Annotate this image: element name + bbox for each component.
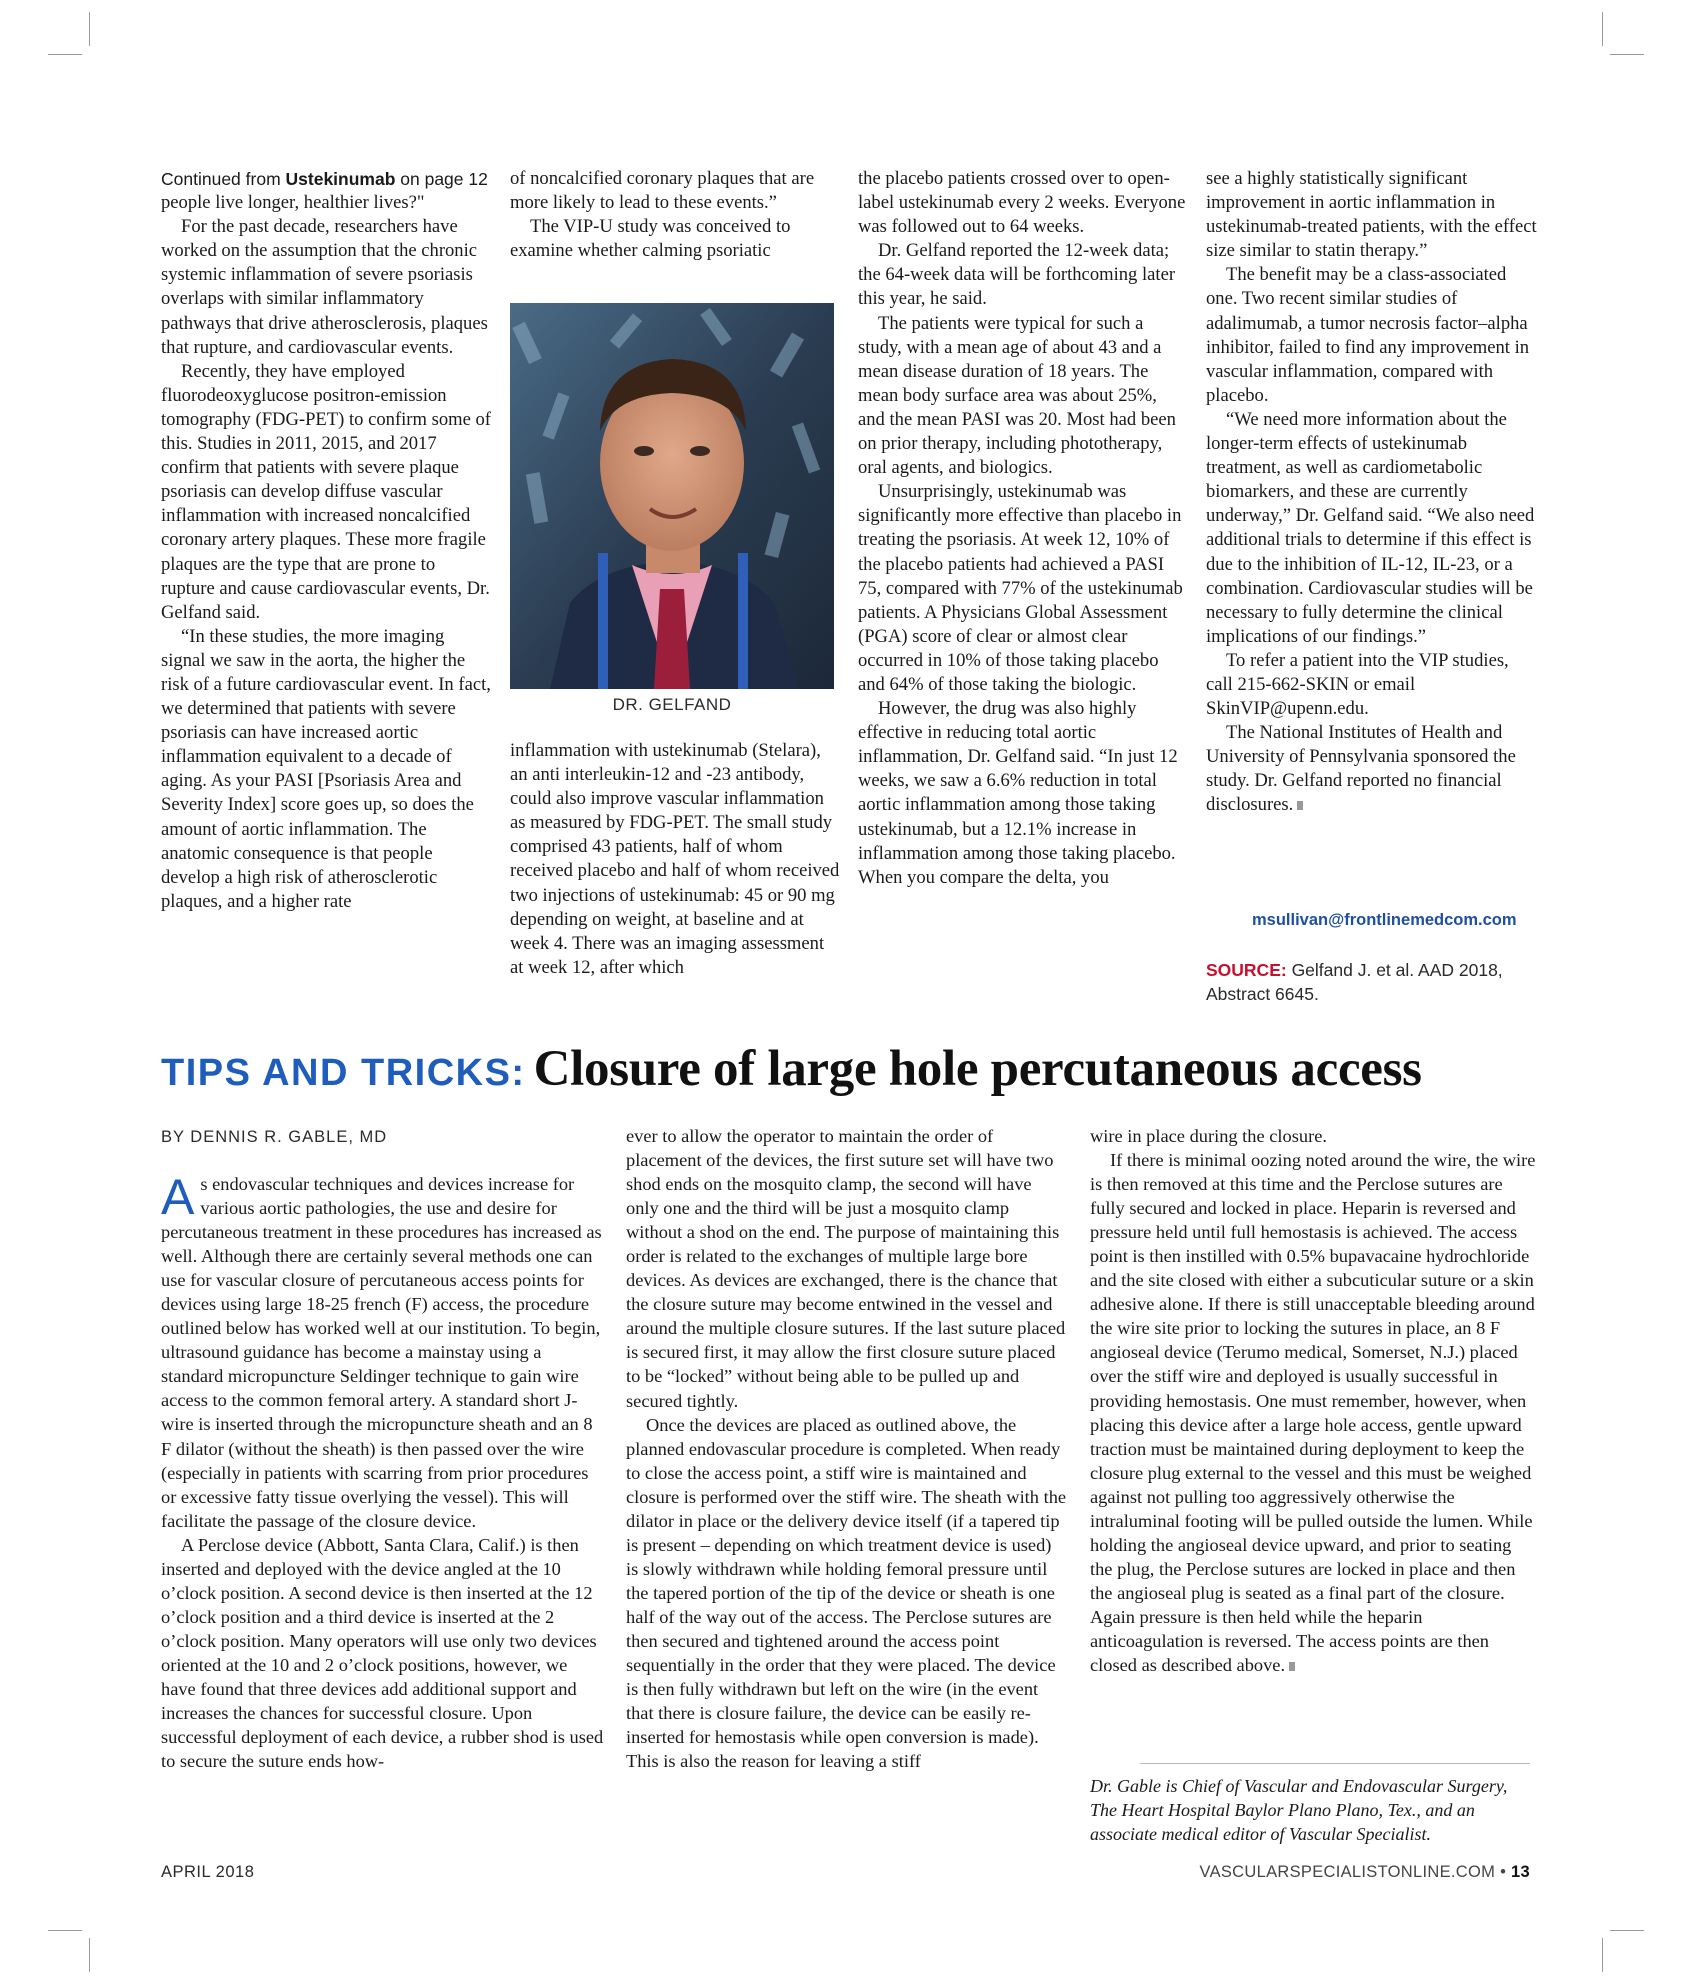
continued-link[interactable]: Ustekinumab <box>285 169 396 189</box>
end-mark-icon <box>1297 801 1303 810</box>
paragraph: To refer a patient into the VIP studies, call 215-662-SKIN or email SkinVIP@upenn.edu. <box>1206 649 1509 720</box>
portrait-illustration <box>510 303 834 689</box>
continued-line <box>161 167 491 191</box>
paragraph <box>1090 1148 1538 1677</box>
paragraph-text: If there is minimal oozing noted around the wire, the wire is then removed at this time and the Perclose sutures are fully secured and locked in place. Heparin is reversed and pressure held until full hemostasis is achieved. The access point is then instilled with 0.5% bupavacaine hydrochloride and the site closed with either a subcuticular suture or a skin adhesive alone. If there is still unacceptable bleeding around the wire site prior to locking the sutures in place, an 8 F angioseal device (Terumo medical, Somerset, N.J.) placed over the stiff wire and deployed is usually successful in providing hemostasis. One must remember, however, when placing this device after a large hole access, gentle upward traction must be maintained during deployment to keep the closure plug external to the vessel and this must be weighed against not pulling too aggressively otherwise the intraluminal footing will be pulled outside the lumen. While holding the angioseal device upward, and prior to seating the plug, the Perclose sutures are locked in place and then the angioseal plug is seated as a final part of the closure. Again pressure is then held while the heparin anticoagulation is reversed. The access points are then closed as described above. <box>1090 1150 1536 1676</box>
crop-mark <box>89 1938 90 1972</box>
drop-cap: A <box>161 1169 195 1225</box>
continued-suffix: on page 12 <box>395 169 488 189</box>
paragraph: A Perclose device (Abbott, Santa Clara, Calif.) is then inserted and deployed with the device angled at the 10 o’clock position. A second device is then inserted at the 12 o’clock position and a third device is inserted at the 2 o’clock position. Many operators will use only two devices oriented at the 10 and 2 o’clock positions, however, we have found that three devices add additional support and increases the chances for successful closure. Upon successful deployment of each device, a rubber shod is used to secure the suture ends how- <box>161 1534 604 1772</box>
paragraph: The VIP-U study was conceived to examine whether calming psoriatic <box>510 216 791 262</box>
paragraph: The patients were typical for such a study, with a mean age of about 43 and a mean disease duration of 18 years. The mean body surface area was about 25%, and the mean PASI was 20. Most had been on prior therapy, including phototherapy, oral agents, and biologics. <box>858 312 1176 479</box>
crop-mark <box>48 1930 82 1931</box>
author-email-link[interactable]: msullivan@frontlinemedcom.com <box>1252 911 1517 929</box>
paragraph <box>161 1169 605 1533</box>
article2-column-1 <box>161 1169 605 1773</box>
headline-kicker: TIPS AND TRICKS: <box>161 1052 526 1094</box>
article1-column-4 <box>1206 167 1538 818</box>
article2-column-3 <box>1090 1124 1538 1677</box>
site-url[interactable]: VASCULARSPECIALISTONLINE.COM <box>1199 1863 1496 1881</box>
paragraph-text: s endovascular techniques and devices increase for various aortic pathologies, the use and desire for percutaneous treatment in these procedures has increased as well. Although there are certainly several methods one can use for vascular closure of percutaneous access points for devices using large 18-25 french (F) access, the procedure outlined below has worked well at our institution. To begin, ultrasound guidance has become a mainstay using a standard micropuncture Seldinger technique to gain wire access to the common femoral artery. A standard short J-wire is inserted through the micropuncture sheath and an 8 F dilator (without the sheath) is then passed over the wire (especially in patients with scarring from prior procedures or excessive fatty tissue overlying the vessel). This will facilitate the passage of the closure device. <box>161 1174 602 1531</box>
footer-separator: • <box>1495 1863 1512 1881</box>
photo-caption: DR. GELFAND <box>612 695 732 714</box>
paragraph: Recently, they have employed fluorodeoxyglucose positron-emission tomography (FDG-PET) to confirm some of this. Studies in 2011, 2015, and 2017 confirm that patients with severe plaque psoriasis can develop diffuse vascular inflammation with increased noncalcified coronary artery plaques. These more fragile plaques are the type that are prone to rupture and cause cardiovascular events, Dr. Gelfand said. <box>161 360 491 623</box>
paragraph: the placebo patients crossed over to open-label ustekinumab every 2 weeks. Everyone was followed out to 64 weeks. <box>858 168 1186 238</box>
issue-date: APRIL 2018 <box>161 1863 255 1881</box>
crop-mark <box>1602 1938 1603 1972</box>
paragraph: ever to allow the operator to maintain the order of placement of the devices, the first suture set will have two shod ends on the mosquito clamp, the second will have only one and the third will be just a mosquito clamp without a shod on the end. The purpose of maintaining this order is related to the exchanges of multiple large bore devices. As devices are exchanged, there is the chance that the closure suture may become entwined in the vessel and around the multiple closure sutures. If the last suture placed is secured first, it may allow the first closure suture placed to be “locked” without being able to be pulled up and secured tightly. <box>626 1126 1066 1411</box>
article1-column-2-top <box>510 167 840 263</box>
page-number: 13 <box>1511 1863 1530 1881</box>
crop-mark <box>1610 54 1644 55</box>
byline: BY DENNIS R. GABLE, MD <box>161 1128 388 1146</box>
paragraph: “In these studies, the more imaging signal we saw in the aorta, the higher the risk of a future cardiovascular event. In fact, we determined that patients with severe psoriasis can have increased aortic inflammation equivalent to a decade of aging. As your PASI [Psoriasis Area and Severity Index] score goes up, so does the amount of aortic inflammation. The anatomic consequence is that people develop a high risk of atherosclerotic plaques, and a higher rate <box>161 625 491 912</box>
source-text: Gelfand J. et al. AAD 2018, Abstract 6645. <box>1206 960 1503 1004</box>
paragraph: of noncalcified coronary plaques that are more likely to lead to these events.” <box>510 168 815 214</box>
source-label: SOURCE: <box>1206 960 1287 980</box>
article-headline <box>161 1040 1422 1098</box>
paragraph: Unsurprisingly, ustekinumab was significantly more effective than placebo in treating the psoriasis. At week 12, 10% of the placebo patients had achieved a PASI 75, compared with 77% of the ustekinumab patients. A Physicians Global Assessment (PGA) score of clear or almost clear occurred in 10% of those taking placebo and 64% of those taking the biologic. <box>858 481 1183 695</box>
article1-column-1 <box>161 167 491 914</box>
article1-column-2-bottom <box>510 739 840 980</box>
source-note <box>1206 958 1536 1006</box>
crop-mark <box>1610 1930 1644 1931</box>
crop-mark <box>89 12 90 46</box>
author-bio: Dr. Gable is Chief of Vascular and Endovascular Surgery, The Heart Hospital Baylor Plano Plano, Tex., and an associate medical editor of Vascular Specialist. <box>1090 1776 1508 1844</box>
end-mark-icon <box>1289 1662 1295 1671</box>
paragraph-text: The National Institutes of Health and University of Pennsylvania sponsored the study. Dr. Gelfand reported no financial disclosures. <box>1206 722 1516 816</box>
dr-gelfand-photo <box>510 303 834 689</box>
article2-column-2 <box>626 1124 1068 1773</box>
paragraph: wire in place during the closure. <box>1090 1126 1327 1146</box>
divider <box>1140 1763 1530 1764</box>
paragraph: However, the drug was also highly effective in reducing total aortic inflammation, Dr. Gelfand said. “In just 12 weeks, we saw a 6.6% reduction in total aortic inflammation among those taking ustekinumab, but a 12.1% increase in inflammation among those taking placebo. When you compare the delta, you <box>858 698 1178 888</box>
paragraph: Dr. Gelfand reported the 12-week data; the 64-week data will be forthcoming later this year, he said. <box>858 240 1176 310</box>
paragraph: inflammation with ustekinumab (Stelara), an anti interleukin-12 and -23 antibody, could also improve vascular inflammation as measured by FDG-PET. The small study comprised 43 patients, half of whom received placebo and half of whom received two injections of ustekinumab: 45 or 90 mg depending on weight, at baseline and at week 4. There was an imaging assessment at week 12, after which <box>510 740 840 978</box>
article1-column-3 <box>858 167 1188 890</box>
paragraph <box>1206 721 1538 817</box>
headline-title: Closure of large hole percutaneous access <box>533 1041 1422 1097</box>
paragraph: The benefit may be a class-associated one. Two recent similar studies of adalimumab, a tumor necrosis factor–alpha inhibitor, failed to find any improvement in vascular inflammation, compared with placebo. <box>1206 264 1530 406</box>
page-footer <box>1199 1863 1530 1882</box>
paragraph: For the past decade, researchers have worked on the assumption that the chronic systemic inflammation of severe psoriasis overlaps with similar inflammatory pathways that drive atherosclerosis, plaques that rupture, and cardiovascular events. <box>161 216 488 358</box>
crop-mark <box>1602 12 1603 46</box>
paragraph: see a highly statistically significant improvement in aortic inflammation in ustekinumab-treated patients, with the effect size similar to statin therapy.” <box>1206 168 1537 262</box>
paragraph: Once the devices are placed as outlined above, the planned endovascular procedure is completed. When ready to close the access point, a stiff wire is maintained and closure is performed over the stiff wire. The sheath with the dilator in place or the delivery device itself (if a tapered tip is present – depending on which treatment device is used) is slowly withdrawn while holding femoral pressure until the tapered portion of the tip of the device or sheath is one half of the way out of the access. The Perclose sutures are then secured and tightened around the access point sequentially in the order that they were placed. The device is then fully withdrawn but left on the wire (in the event that there is closure failure, the device can be easily re-inserted for hemostasis while open conversion is made). This is also the reason for leaving a stiff <box>626 1414 1067 1772</box>
crop-mark <box>48 54 82 55</box>
paragraph: “We need more information about the longer-term effects of ustekinumab treatment, as well as cardiometabolic biomarkers, and these are currently underway,” Dr. Gelfand said. “We also need additional trials to determine if this effect is due to the inhibition of IL-12, IL-23, or a combination. Cardiovascular studies will be necessary to fully determine the clinical implications of our findings.” <box>1206 408 1535 647</box>
continued-prefix: Continued from <box>161 169 286 189</box>
paragraph: people live longer, healthier lives?" <box>161 192 425 214</box>
